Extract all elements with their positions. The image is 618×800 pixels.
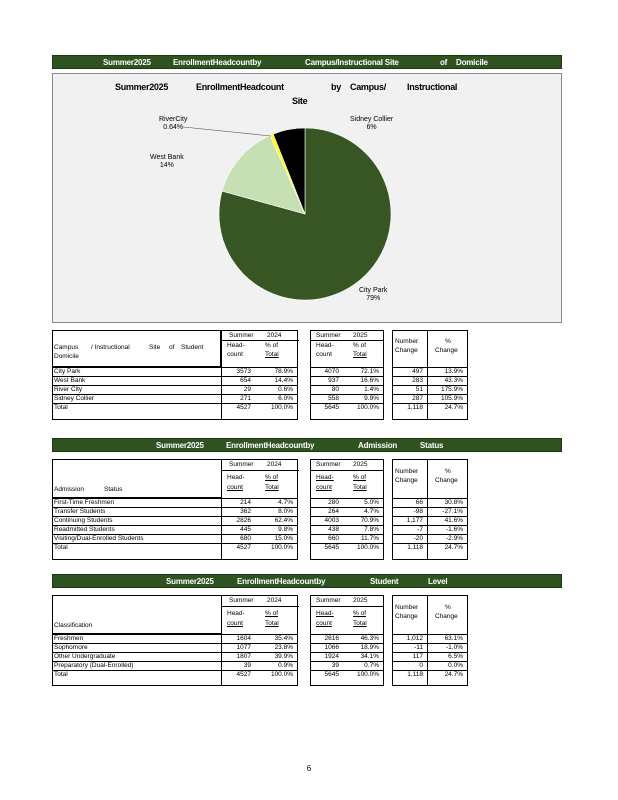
number-change: 51: [415, 386, 423, 393]
year-label: Summer: [316, 461, 341, 468]
year-label: Summer: [316, 597, 341, 604]
table-row: [53, 543, 297, 552]
pct-total-2025: 70.9%: [360, 517, 379, 524]
chart-title-part: Campus/: [350, 82, 386, 92]
pct-total-2024: 35.4%: [274, 635, 293, 642]
pct-change: 24.7%: [444, 544, 463, 551]
pct-change-label: %: [445, 338, 451, 345]
headcount-2025: 4003: [324, 517, 339, 524]
table-row: [393, 543, 467, 552]
column-label: Domicile: [54, 353, 79, 360]
number-change: 0: [419, 662, 423, 669]
year-label: 2025: [353, 461, 368, 468]
column-label: Admission: [54, 486, 84, 493]
pct-total-2024: 6.0%: [278, 395, 293, 402]
slice-label-citypark: City Park 79%: [359, 287, 388, 302]
pct-total-2025: 46.3%: [360, 635, 379, 642]
number-change-label: Number: [395, 604, 419, 611]
header-text: EnrollmentHeadcountby: [173, 58, 262, 67]
pct-total-2024: 0.9%: [278, 662, 293, 669]
pct-total-2025: 4.7%: [364, 508, 379, 515]
headcount-2024: 4527: [236, 671, 251, 678]
pct-change-label: %: [445, 468, 451, 475]
header-text: Admission: [358, 441, 398, 450]
headcount-label: Head-: [227, 342, 245, 349]
row-label: Transfer Students: [54, 508, 106, 515]
headcount-2025: 80: [331, 386, 339, 393]
headcount-label: count: [316, 620, 332, 627]
number-change-label: Number: [395, 468, 419, 475]
year-label: 2024: [267, 461, 282, 468]
chart-title-part: EnrollmentHeadcount: [196, 82, 284, 92]
number-change-label: Change: [395, 347, 418, 354]
header-text: Summer2025: [156, 441, 204, 450]
table-level-left: [52, 595, 298, 686]
headcount-label: Head-: [227, 610, 245, 617]
column-label: Campus: [54, 344, 79, 351]
table-row: [393, 670, 467, 679]
table-campus-left: [52, 330, 298, 420]
headcount-2024: 1807: [236, 653, 251, 660]
header-text: EnrollmentHeadcountby: [237, 577, 326, 586]
headcount-2024: 680: [240, 535, 251, 542]
number-change: -7: [417, 526, 423, 533]
pct-total-2025: 34.1%: [360, 653, 379, 660]
header-text: Summer2025: [166, 577, 214, 586]
table-level-right: [392, 595, 468, 686]
headcount-2025: 558: [328, 395, 339, 402]
headcount-2025: 280: [328, 499, 339, 506]
pct-change-label: Change: [435, 347, 458, 354]
table-admission-mid: [310, 459, 384, 560]
pct-total-2025: 16.6%: [360, 377, 379, 384]
table-row: [53, 670, 297, 679]
pct-change: -2.9%: [446, 535, 463, 542]
pct-total-2025: 11.7%: [361, 535, 379, 542]
pct-total-2024: 4.7%: [278, 499, 293, 506]
pct-total-2025: 7.8%: [364, 526, 379, 533]
headcount-2025: 264: [328, 508, 339, 515]
row-label: Visiting/Dual-Enrolled Students: [54, 535, 144, 542]
row-label: West Bank: [54, 377, 86, 384]
number-change: 66: [415, 499, 423, 506]
pct-total-2024: 0.6%: [278, 386, 293, 393]
leader-line: [183, 127, 271, 136]
number-change: 1,118: [407, 544, 423, 551]
row-label: Other Undergraduate: [54, 653, 116, 660]
headcount-2024: 214: [240, 499, 251, 506]
headcount-2025: 660: [328, 535, 339, 542]
number-change: 283: [412, 377, 423, 384]
section-header-admission: [52, 438, 562, 452]
headcount-2025: 1924: [324, 653, 339, 660]
headcount-2025: 438: [328, 526, 339, 533]
row-label: Continuing Students: [54, 517, 113, 524]
pct-total-2025: 1.4%: [364, 386, 379, 393]
pct-label: Total: [353, 620, 367, 627]
pct-change: 13.9%: [444, 368, 463, 375]
header-text: Status: [420, 441, 444, 450]
year-label: 2024: [267, 332, 282, 339]
page-number: 6: [306, 764, 312, 773]
number-change: 1,012: [406, 635, 423, 642]
table-admission-right: [392, 459, 468, 560]
headcount-label: Head-: [316, 610, 334, 617]
column-label: Student: [181, 344, 204, 351]
pct-total-2025: 18.9%: [360, 644, 379, 651]
pct-total-2024: 100.0%: [270, 671, 293, 678]
pct-label: % of: [265, 610, 279, 617]
table-row: [311, 543, 383, 552]
pct-total-2024: 8.0%: [278, 508, 293, 515]
pct-change: -1.6%: [446, 526, 463, 533]
pct-change: 63.1%: [444, 635, 463, 642]
pie-chart-area: [52, 73, 562, 323]
table-row: [311, 403, 383, 412]
number-change: 287: [412, 395, 423, 402]
headcount-label: count: [227, 620, 243, 627]
pct-total-2025: 5.0%: [364, 499, 379, 506]
pct-label: % of: [353, 610, 367, 617]
pct-total-2024: 100.0%: [270, 544, 293, 551]
pct-label: Total: [353, 351, 367, 358]
chart-title-part: by: [331, 82, 341, 92]
pct-total-2024: 100.0%: [270, 404, 293, 411]
headcount-2025: 5645: [324, 544, 339, 551]
header-text: Summer2025: [103, 58, 151, 67]
headcount-2024: 654: [240, 377, 251, 384]
pct-label: Total: [265, 620, 279, 627]
headcount-2025: 39: [331, 662, 339, 669]
section-header-campus: [52, 55, 562, 69]
pct-change: 43.3%: [444, 377, 463, 384]
headcount-2024: 445: [240, 526, 251, 533]
pct-change: -27.1%: [442, 508, 463, 515]
slice-label-rivercity: RiverCity 0.64%: [159, 116, 188, 131]
headcount-2025: 5645: [324, 404, 339, 411]
year-label: 2025: [353, 332, 368, 339]
header-text: EnrollmentHeadcountby: [226, 441, 315, 450]
pct-change: 24.7%: [444, 671, 463, 678]
headcount-2025: 5645: [324, 671, 339, 678]
pct-total-2025: 100.0%: [356, 544, 379, 551]
row-label: River City: [54, 386, 83, 393]
row-label: Preparatory (Dual-Enrolled): [54, 662, 134, 669]
section-header-student-level: [52, 574, 562, 588]
pct-label: Total: [353, 484, 367, 491]
row-label: First-Time Freshmen: [54, 499, 115, 506]
column-label: Status: [104, 486, 123, 493]
pct-change: 24.7%: [444, 404, 463, 411]
table-campus-mid: [310, 330, 384, 420]
headcount-2024: 1077: [236, 644, 251, 651]
row-label: Total: [54, 544, 68, 551]
header-text: Student: [370, 577, 399, 586]
headcount-label: Head-: [316, 474, 334, 481]
number-change: -11: [414, 644, 423, 651]
number-change: -20: [413, 535, 423, 542]
headcount-label: Head-: [316, 342, 334, 349]
table-row: [311, 670, 383, 679]
headcount-2024: 271: [240, 395, 251, 402]
headcount-label: count: [316, 351, 332, 358]
pct-change: -1.0%: [446, 644, 463, 651]
headcount-label: count: [227, 484, 243, 491]
year-label: Summer: [229, 597, 254, 604]
slice-label-westbank: West Bank 14%: [150, 154, 184, 169]
row-label: Total: [54, 671, 68, 678]
header-text: Domicile: [456, 58, 488, 67]
table-admission-left: [52, 459, 298, 560]
pct-change: 6.5%: [448, 653, 463, 660]
header-text: Level: [428, 577, 448, 586]
column-label: / Instructional: [91, 344, 130, 351]
pct-total-2025: 100.0%: [356, 671, 379, 678]
pct-change: 30.8%: [444, 499, 463, 506]
headcount-2024: 4527: [236, 404, 251, 411]
number-change-label: Change: [395, 613, 418, 620]
pct-change: 0.0%: [448, 662, 463, 669]
headcount-2024: 39: [243, 662, 251, 669]
pct-label: % of: [265, 474, 279, 481]
pct-change-label: %: [445, 604, 451, 611]
pie-chart: [53, 74, 561, 322]
row-label: Sophomore: [54, 644, 88, 651]
table-row: [53, 403, 297, 412]
pct-change: 175.9%: [440, 386, 463, 393]
slice-label-sidney: Sidney Collier 6%: [350, 116, 394, 131]
headcount-label: count: [316, 484, 332, 491]
pct-total-2024: 39.9%: [274, 653, 293, 660]
table-row: [393, 403, 467, 412]
row-label: City Park: [54, 368, 81, 375]
headcount-label: Head-: [227, 474, 245, 481]
headcount-2025: 2616: [324, 635, 339, 642]
headcount-2024: 3573: [236, 368, 251, 375]
pct-change-label: Change: [435, 613, 458, 620]
number-change: 1,118: [407, 671, 423, 678]
table-level-mid: [310, 595, 384, 686]
headcount-2024: 29: [243, 386, 251, 393]
year-label: Summer: [316, 332, 341, 339]
number-change: 1,177: [406, 517, 423, 524]
headcount-2024: 1604: [236, 635, 251, 642]
pct-change: 105.9%: [440, 395, 463, 402]
headcount-2024: 4527: [236, 544, 251, 551]
pct-total-2024: 9.8%: [278, 526, 293, 533]
pct-label: Total: [265, 484, 279, 491]
chart-title-part: Summer2025: [115, 82, 169, 92]
pct-change-label: Change: [435, 477, 458, 484]
pct-total-2024: 62.4%: [274, 517, 293, 524]
number-change: -98: [413, 508, 423, 515]
number-change-label: Change: [395, 477, 418, 484]
column-label: Classification: [54, 622, 93, 629]
row-label: Total: [54, 404, 68, 411]
row-label: Freshmen: [54, 635, 84, 642]
year-label: 2025: [353, 597, 368, 604]
headcount-2025: 4070: [324, 368, 339, 375]
pct-total-2025: 9.9%: [364, 395, 379, 402]
pct-total-2025: 72.1%: [360, 368, 379, 375]
pct-label: % of: [265, 342, 279, 349]
year-label: Summer: [229, 332, 254, 339]
headcount-2025: 937: [328, 377, 339, 384]
pct-total-2025: 100.0%: [356, 404, 379, 411]
headcount-2025: 1066: [324, 644, 339, 651]
year-label: Summer: [229, 461, 254, 468]
pct-label: % of: [353, 342, 367, 349]
table-campus-right: [392, 330, 468, 420]
pct-total-2024: 14.4%: [274, 377, 293, 384]
number-change: 497: [412, 368, 423, 375]
pct-label: Total: [265, 351, 279, 358]
chart-title-part: Instructional: [407, 82, 458, 92]
pct-total-2025: 0.7%: [364, 662, 379, 669]
number-change: 1,118: [407, 404, 423, 411]
header-text: of: [440, 58, 448, 67]
header-text: Campus/Instructional Site: [305, 58, 399, 67]
pct-total-2024: 23.8%: [274, 644, 293, 651]
number-change: 117: [412, 653, 423, 660]
pct-label: % of: [353, 474, 367, 481]
column-label: Site: [149, 344, 161, 351]
headcount-2024: 362: [240, 508, 251, 515]
pct-total-2024: 15.0%: [274, 535, 293, 542]
row-label: Sidney Collier: [54, 395, 95, 402]
row-label: Readmitted Students: [54, 526, 115, 533]
number-change-label: Number: [395, 338, 419, 345]
pct-change: 41.6%: [444, 517, 463, 524]
column-label: of: [169, 344, 175, 351]
headcount-2024: 2826: [236, 517, 251, 524]
year-label: 2024: [267, 597, 282, 604]
chart-title-part: Site: [292, 96, 308, 106]
headcount-label: count: [227, 351, 243, 358]
pct-total-2024: 78.9%: [274, 368, 293, 375]
